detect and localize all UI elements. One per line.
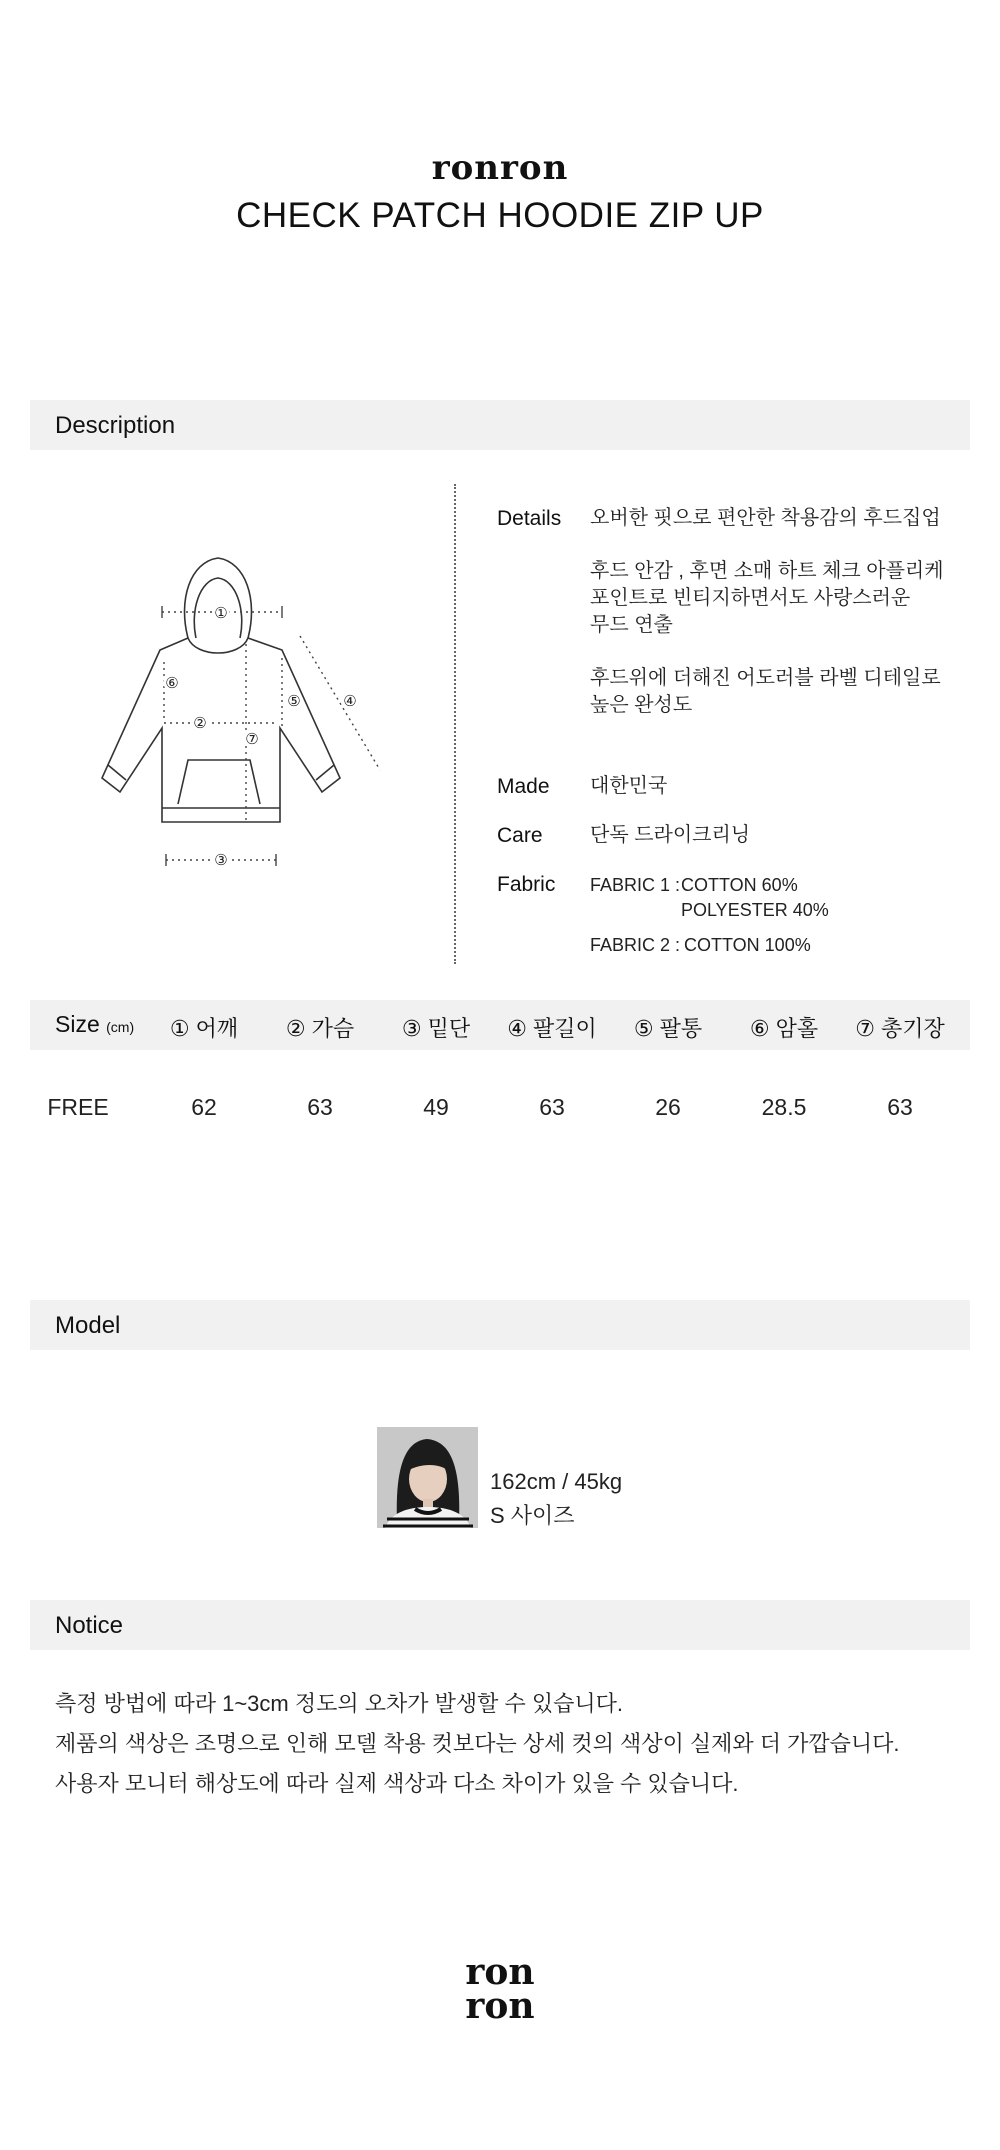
kangaroo-pocket [178,760,260,804]
size-table-title [55,1011,134,1038]
size-value-armhole: 28.5 [761,1094,807,1120]
size-col-shoulder: ① 어깨 [169,1016,239,1041]
model-portrait-image [377,1427,478,1528]
made-label: Made [497,775,550,798]
footer-logo-line-2: ron [465,1985,535,2027]
description-divider [454,484,456,964]
size-col-hem: ③ 밑단 [401,1016,471,1041]
footer-logo-line-1: ron [465,1951,535,1993]
notice-label: Notice [55,1612,124,1639]
marker-4: ④ [343,692,357,710]
size-value-sleeve-width: 26 [655,1094,681,1120]
details-line-2: 후드 안감 , 후면 소매 하트 체크 아플리케 [590,560,944,582]
description-section-bar [30,400,970,450]
details-line-5: 후드위에 더해진 어도러블 라벨 디테일로 [590,667,941,689]
marker-6: ⑥ [165,674,179,692]
notice-line-1: 측정 방법에 따라 1~3cm 정도의 오차가 발생할 수 있습니다. [55,1691,623,1716]
notice-line-3: 사용자 모니터 해상도에 따라 실제 색상과 다소 차이가 있을 수 있습니다. [55,1771,739,1796]
footer-logo [0,1951,1000,2027]
fabric-1-value-b: POLYESTER 40% [681,900,829,920]
care-value: 단독 드라이크리닝 [590,824,751,846]
model-size: S 사이즈 [490,1503,575,1528]
notice-line-2: 제품의 색상은 조명으로 인해 모델 착용 컷보다는 상세 컷의 색상이 실제와 더 가깝습니다. [55,1731,900,1756]
size-value-chest: 63 [307,1094,333,1120]
details-label: Details [497,507,562,530]
hoodie-measurement-diagram [50,540,430,890]
marker-2: ② [193,714,207,732]
size-row-label: FREE [47,1094,109,1120]
left-cuff [108,765,126,780]
details-line-1: 오버한 핏으로 편안한 착용감의 후드집업 [590,507,941,529]
marker-7: ⑦ [245,730,259,748]
notice-section-bar [30,1600,970,1650]
model-label: Model [55,1312,121,1339]
details-line-4: 무드 연출 [590,614,673,636]
size-title-text: Size [55,1011,100,1037]
marker-1: ① [214,604,228,622]
description-label: Description [55,412,176,439]
right-cuff [316,765,334,780]
fabric-1-value-a: COTTON 60% [681,875,798,895]
product-title: CHECK PATCH HOODIE ZIP UP [236,196,764,235]
size-col-sleeve-width: ⑤ 팔통 [633,1016,703,1041]
size-value-hem: 49 [423,1094,449,1120]
fabric-label: Fabric [497,873,556,896]
size-col-chest: ② 가슴 [285,1016,355,1041]
marker-3: ③ [214,851,228,869]
size-value-shoulder: 62 [191,1094,217,1120]
fabric-2-key: FABRIC 2 : [590,935,681,955]
hoodie-body [102,638,340,822]
fabric-2-value: COTTON 100% [684,935,811,955]
size-col-total-length: ⑦ 총기장 [855,1016,945,1041]
fabric-1-key: FABRIC 1 : [590,875,681,895]
model-photo [377,1427,478,1528]
marker-5: ⑤ [287,692,301,710]
care-label: Care [497,824,543,847]
model-height-weight: 162cm / 45kg [490,1469,623,1494]
size-value-sleeve-length: 63 [539,1094,565,1120]
model-section-bar [30,1300,970,1350]
details-line-6: 높은 완성도 [590,694,693,716]
size-value-total-length: 63 [887,1094,913,1120]
size-unit: (cm) [106,1019,135,1035]
made-value: 대한민국 [590,775,668,797]
size-col-sleeve-length: ④ 팔길이 [507,1016,597,1041]
brand-logo: ronron [431,148,569,188]
size-col-armhole: ⑥ 암홀 [749,1016,819,1041]
details-line-3: 포인트로 빈티지하면서도 사랑스러운 [590,587,911,609]
